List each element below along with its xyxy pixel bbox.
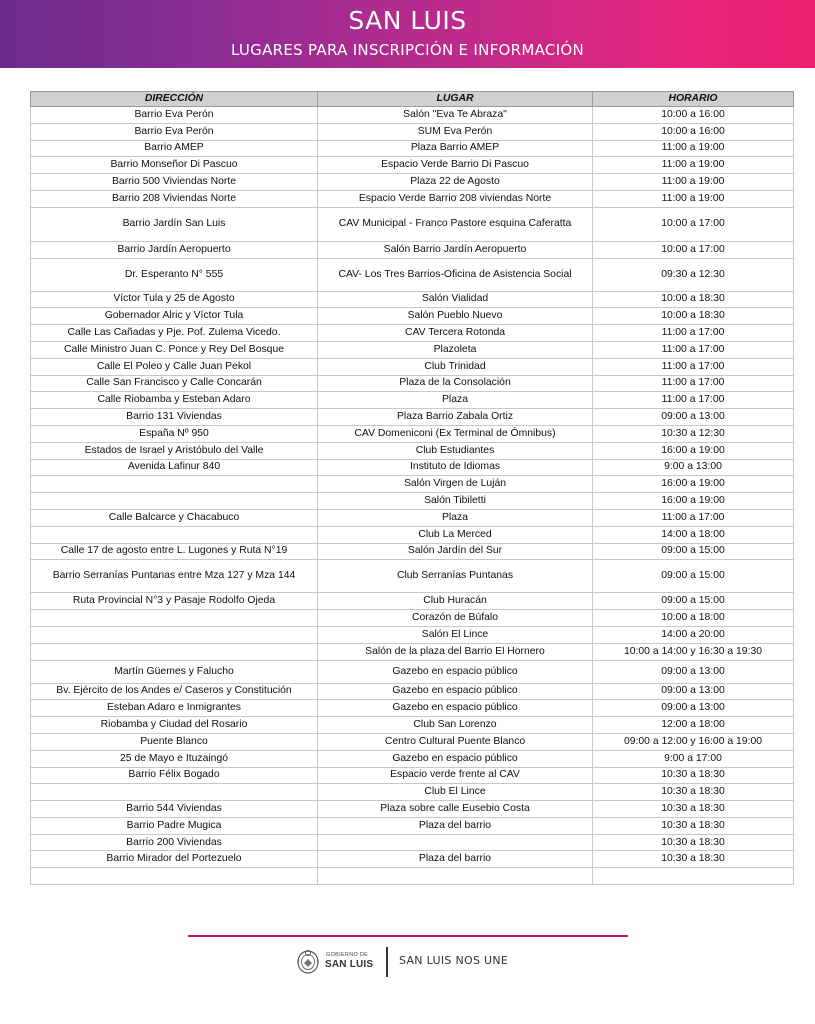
cell-direccion: Calle San Francisco y Calle Concarán (31, 375, 318, 392)
table-row (31, 375, 794, 392)
cell-horario: 10:00 a 17:00 (593, 207, 794, 241)
page-subtitle: LUGARES PARA INSCRIPCIÓN E INFORMACIÓN (230, 41, 585, 59)
cell-direccion (31, 476, 318, 493)
cell-direccion: Estados de Israel y Aristóbulo del Valle (31, 442, 318, 459)
cell-direccion: Ruta Provincial N°3 y Pasaje Rodolfo Ojeda (31, 593, 318, 610)
cell-direccion: Esteban Adaro e Inmigrantes (31, 700, 318, 717)
table-row (31, 123, 794, 140)
cell-direccion: Calle Balcarce y Chacabuco (31, 509, 318, 526)
table-row (31, 784, 794, 801)
table-row (31, 325, 794, 342)
cell-lugar: CAV Municipal - Franco Pastore esquina Caferatta (318, 207, 593, 241)
table-row (31, 425, 794, 442)
cell-lugar: Club El Lince (318, 784, 593, 801)
gov-label-small: GOBIERNO DE (326, 952, 369, 958)
footer-vertical-divider (386, 947, 388, 977)
cell-horario: 09:00 a 12:00 y 16:00 a 19:00 (593, 733, 794, 750)
cell-horario: 10:30 a 18:30 (593, 801, 794, 818)
table-row (31, 107, 794, 124)
table-row (31, 626, 794, 643)
gov-label-big: SAN LUIS (325, 959, 374, 970)
cell-lugar: CAV Tercera Rotonda (318, 325, 593, 342)
cell-lugar: CAV- Los Tres Barrios-Oficina de Asistencia Social (318, 258, 593, 291)
table-row (31, 717, 794, 734)
table-row (31, 157, 794, 174)
cell-direccion: Gobernador Alric y Víctor Tula (31, 308, 318, 325)
cell-direccion: Barrio Monseñor Di Pascuo (31, 157, 318, 174)
table-row (31, 459, 794, 476)
cell-lugar: Club San Lorenzo (318, 717, 593, 734)
cell-lugar: Salón "Eva Te Abraza" (318, 107, 593, 124)
table-row (31, 750, 794, 767)
cell-lugar: Espacio Verde Barrio Di Pascuo (318, 157, 593, 174)
table-row (31, 660, 794, 683)
cell-lugar: Plaza Barrio AMEP (318, 140, 593, 157)
table-row (31, 409, 794, 426)
cell-lugar: Plaza sobre calle Eusebio Costa (318, 801, 593, 818)
cell-horario: 14:00 a 18:00 (593, 526, 794, 543)
cell-horario: 10:30 a 18:30 (593, 767, 794, 784)
table-row (31, 851, 794, 868)
cell-lugar (318, 868, 593, 885)
cell-horario: 14:00 a 20:00 (593, 626, 794, 643)
table-row (31, 767, 794, 784)
cell-direccion: España Nº 950 (31, 425, 318, 442)
table-row (31, 258, 794, 291)
cell-horario: 9:00 a 13:00 (593, 459, 794, 476)
cell-lugar: Salón Virgen de Luján (318, 476, 593, 493)
cell-horario: 16:00 a 19:00 (593, 476, 794, 493)
table-row (31, 834, 794, 851)
cell-horario: 10:00 a 18:30 (593, 308, 794, 325)
cell-lugar: Gazebo en espacio público (318, 683, 593, 700)
cell-lugar: Gazebo en espacio público (318, 700, 593, 717)
cell-horario: 10:00 a 17:00 (593, 241, 794, 258)
cell-direccion (31, 868, 318, 885)
table-row (31, 643, 794, 660)
table-row (31, 526, 794, 543)
cell-horario: 10:00 a 18:30 (593, 291, 794, 308)
cell-direccion: Barrio 200 Viviendas (31, 834, 318, 851)
cell-horario: 09:30 a 12:30 (593, 258, 794, 291)
cell-direccion: Puente Blanco (31, 733, 318, 750)
cell-lugar: Salón Tibiletti (318, 493, 593, 510)
cell-direccion: Calle 17 de agosto entre L. Lugones y Ruta N°19 (31, 543, 318, 560)
table-row (31, 291, 794, 308)
cell-lugar: Club Estudiantes (318, 442, 593, 459)
cell-horario: 10:30 a 18:30 (593, 784, 794, 801)
cell-lugar: Espacio verde frente al CAV (318, 767, 593, 784)
cell-lugar: CAV Domeniconi (Ex Terminal de Ómnibus) (318, 425, 593, 442)
cell-horario: 9:00 a 17:00 (593, 750, 794, 767)
cell-direccion: Calle Las Cañadas y Pje. Pof. Zulema Vicedo. (31, 325, 318, 342)
table-row (31, 560, 794, 593)
locations-table (30, 91, 794, 885)
cell-horario: 10:00 a 14:00 y 16:30 a 19:30 (593, 643, 794, 660)
cell-lugar: Plazoleta (318, 341, 593, 358)
table-body (31, 107, 794, 885)
column-header-horario: HORARIO (593, 92, 794, 107)
table-row (31, 610, 794, 627)
cell-horario: 09:00 a 15:00 (593, 593, 794, 610)
table-row (31, 241, 794, 258)
table-row (31, 190, 794, 207)
cell-direccion: Barrio Félix Bogado (31, 767, 318, 784)
table-row (31, 509, 794, 526)
table-row (31, 733, 794, 750)
cell-direccion: Barrio Eva Perón (31, 107, 318, 124)
table-header-row (31, 92, 794, 107)
cell-direccion: Barrio Serranías Puntanas entre Mza 127 y Mza 144 (31, 560, 318, 593)
cell-direccion (31, 643, 318, 660)
cell-lugar: Plaza del barrio (318, 851, 593, 868)
locations-table-container (30, 91, 793, 885)
table-row (31, 442, 794, 459)
cell-horario: 11:00 a 19:00 (593, 157, 794, 174)
cell-horario: 11:00 a 17:00 (593, 325, 794, 342)
cell-direccion: Calle Riobamba y Esteban Adaro (31, 392, 318, 409)
cell-lugar: Salón de la plaza del Barrio El Hornero (318, 643, 593, 660)
cell-direccion: Barrio Jardín San Luis (31, 207, 318, 241)
table-row (31, 476, 794, 493)
cell-lugar: Plaza del barrio (318, 817, 593, 834)
cell-horario: 09:00 a 15:00 (593, 543, 794, 560)
cell-lugar: Plaza (318, 392, 593, 409)
page-title: SAN LUIS (348, 6, 467, 35)
cell-lugar: Plaza de la Consolación (318, 375, 593, 392)
cell-direccion: Bv. Ejército de los Andes e/ Caseros y Constitución (31, 683, 318, 700)
footer (0, 946, 815, 986)
cell-lugar: Salón Jardín del Sur (318, 543, 593, 560)
cell-direccion: Avenida Lafinur 840 (31, 459, 318, 476)
cell-lugar: Centro Cultural Puente Blanco (318, 733, 593, 750)
cell-lugar: Club Serranías Puntanas (318, 560, 593, 593)
cell-direccion: Barrio Padre Mugica (31, 817, 318, 834)
table-row (31, 868, 794, 885)
cell-horario: 09:00 a 13:00 (593, 409, 794, 426)
cell-direccion: 25 de Mayo e Ituzaingó (31, 750, 318, 767)
cell-direccion (31, 610, 318, 627)
cell-lugar: Salón Pueblo Nuevo (318, 308, 593, 325)
table-row (31, 683, 794, 700)
cell-horario: 09:00 a 15:00 (593, 560, 794, 593)
cell-horario: 09:00 a 13:00 (593, 700, 794, 717)
cell-lugar: Corazón de Búfalo (318, 610, 593, 627)
cell-direccion: Martín Güemes y Falucho (31, 660, 318, 683)
cell-horario: 10:30 a 18:30 (593, 851, 794, 868)
cell-direccion: Dr. Esperanto N° 555 (31, 258, 318, 291)
cell-lugar: Plaza Barrio Zabala Ortiz (318, 409, 593, 426)
cell-horario: 09:00 a 13:00 (593, 660, 794, 683)
cell-direccion: Barrio Eva Perón (31, 123, 318, 140)
table-row (31, 358, 794, 375)
cell-direccion: Barrio AMEP (31, 140, 318, 157)
table-row (31, 174, 794, 191)
cell-direccion (31, 626, 318, 643)
cell-direccion: Riobamba y Ciudad del Rosario (31, 717, 318, 734)
table-row (31, 392, 794, 409)
page-header (0, 0, 815, 68)
cell-horario: 10:30 a 12:30 (593, 425, 794, 442)
table-row (31, 341, 794, 358)
cell-horario: 16:00 a 19:00 (593, 442, 794, 459)
cell-direccion: Barrio Jardín Aeropuerto (31, 241, 318, 258)
cell-lugar: Espacio Verde Barrio 208 viviendas Norte (318, 190, 593, 207)
cell-horario: 11:00 a 17:00 (593, 509, 794, 526)
cell-horario (593, 868, 794, 885)
provincial-seal-icon (296, 948, 320, 974)
cell-lugar: Plaza (318, 509, 593, 526)
cell-lugar: SUM Eva Perón (318, 123, 593, 140)
table-row (31, 817, 794, 834)
cell-horario: 12:00 a 18:00 (593, 717, 794, 734)
cell-lugar: Salón Vialidad (318, 291, 593, 308)
cell-direccion (31, 493, 318, 510)
cell-lugar: Salón El Lince (318, 626, 593, 643)
cell-direccion (31, 526, 318, 543)
cell-direccion: Calle Ministro Juan C. Ponce y Rey Del Bosque (31, 341, 318, 358)
table-row (31, 801, 794, 818)
cell-direccion (31, 784, 318, 801)
column-header-lugar: LUGAR (318, 92, 593, 107)
footer-divider-line (188, 935, 628, 937)
cell-horario: 11:00 a 17:00 (593, 358, 794, 375)
table-row (31, 308, 794, 325)
cell-direccion: Barrio 544 Viviendas (31, 801, 318, 818)
table-row (31, 140, 794, 157)
cell-lugar: Gazebo en espacio público (318, 750, 593, 767)
cell-horario: 11:00 a 17:00 (593, 341, 794, 358)
cell-direccion: Barrio Mirador del Portezuelo (31, 851, 318, 868)
cell-lugar: Club Huracán (318, 593, 593, 610)
cell-direccion: Calle El Poleo y Calle Juan Pekol (31, 358, 318, 375)
cell-lugar: Instituto de Idiomas (318, 459, 593, 476)
cell-horario: 11:00 a 19:00 (593, 140, 794, 157)
cell-horario: 11:00 a 17:00 (593, 392, 794, 409)
table-row (31, 493, 794, 510)
cell-horario: 10:30 a 18:30 (593, 834, 794, 851)
cell-lugar (318, 834, 593, 851)
cell-horario: 10:00 a 16:00 (593, 123, 794, 140)
cell-direccion: Barrio 208 Viviendas Norte (31, 190, 318, 207)
cell-lugar: Club La Merced (318, 526, 593, 543)
cell-lugar: Gazebo en espacio público (318, 660, 593, 683)
table-row (31, 700, 794, 717)
footer-motto: SAN LUIS NOS UNE (399, 954, 509, 967)
cell-horario: 11:00 a 17:00 (593, 375, 794, 392)
cell-horario: 10:00 a 18:00 (593, 610, 794, 627)
cell-horario: 16:00 a 19:00 (593, 493, 794, 510)
cell-direccion: Víctor Tula y 25 de Agosto (31, 291, 318, 308)
cell-horario: 11:00 a 19:00 (593, 174, 794, 191)
cell-lugar: Club Trinidad (318, 358, 593, 375)
cell-lugar: Plaza 22 de Agosto (318, 174, 593, 191)
cell-horario: 09:00 a 13:00 (593, 683, 794, 700)
table-row (31, 593, 794, 610)
cell-horario: 10:00 a 16:00 (593, 107, 794, 124)
table-row (31, 543, 794, 560)
cell-horario: 11:00 a 19:00 (593, 190, 794, 207)
cell-direccion: Barrio 500 Viviendas Norte (31, 174, 318, 191)
cell-horario: 10:30 a 18:30 (593, 817, 794, 834)
table-row (31, 207, 794, 241)
cell-lugar: Salón Barrio Jardín Aeropuerto (318, 241, 593, 258)
column-header-direccion: DIRECCIÓN (31, 92, 318, 107)
cell-direccion: Barrio 131 Viviendas (31, 409, 318, 426)
